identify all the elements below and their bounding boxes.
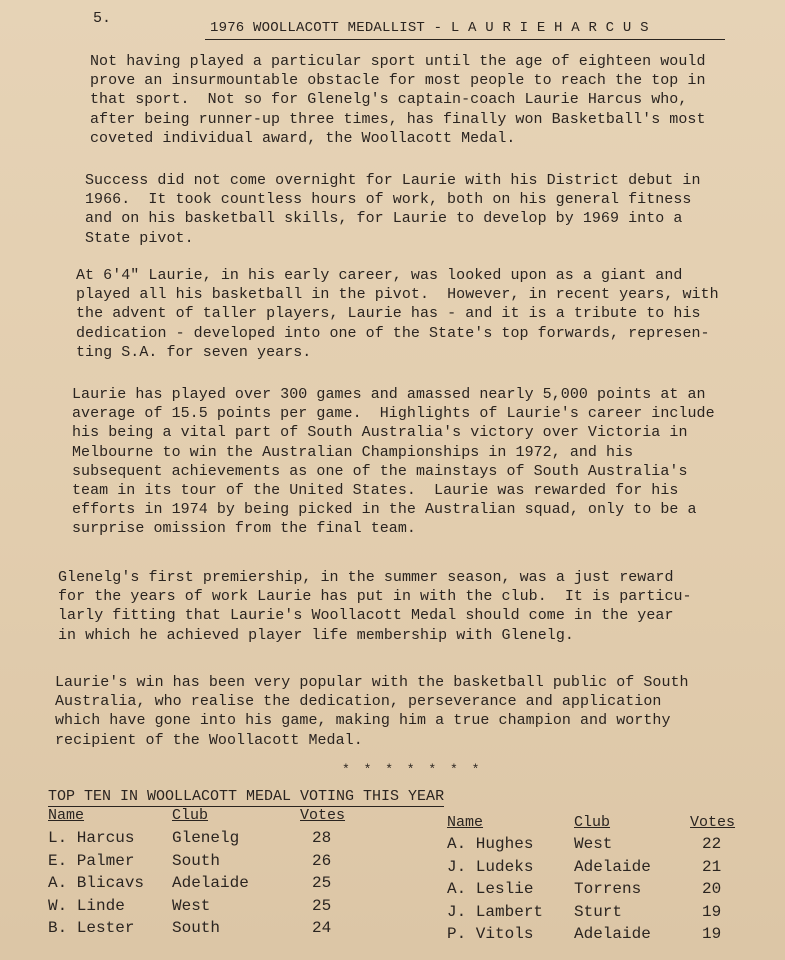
player-votes: 25 bbox=[312, 874, 332, 892]
player-votes: 19 bbox=[702, 902, 722, 921]
paragraph-line: Laurie's win has been very popular with the basketball public of South bbox=[55, 674, 689, 691]
player-name: A. Blicavs bbox=[48, 874, 145, 892]
article-paragraph bbox=[58, 568, 692, 645]
header-underline bbox=[205, 39, 725, 40]
player-name: J. Lambert bbox=[447, 902, 544, 921]
paragraph-line: prove an insurmountable obstacle for most people to reach the top in bbox=[90, 72, 706, 90]
player-club: Glenelg bbox=[172, 829, 240, 847]
paragraph-line: subsequent achievements as one of the mainstays of South Australia's bbox=[72, 462, 688, 480]
table-title: TOP TEN IN WOOLLACOTT MEDAL VOTING THIS YEAR bbox=[48, 788, 445, 805]
player-name: J. Ludeks bbox=[447, 857, 534, 876]
paragraph-line: Not having played a particular sport until the age of eighteen would bbox=[90, 53, 706, 70]
player-votes: 25 bbox=[312, 896, 332, 915]
player-name: E. Palmer bbox=[48, 851, 135, 870]
paragraph-line: Melbourne to win the Australian Championships in 1972, and his bbox=[72, 443, 634, 461]
header-club: Club bbox=[172, 807, 209, 824]
paragraph-line: Success did not come overnight for Laurie with his District debut in bbox=[85, 172, 701, 189]
header-votes: Votes bbox=[300, 807, 346, 824]
paragraph-line: State pivot. bbox=[85, 229, 194, 247]
paragraph-line: the advent of taller players, Laurie has - and it is a tribute to his bbox=[76, 305, 701, 323]
page-header: 1976 WOOLLACOTT MEDALLIST - L A U R I E H A R C U S bbox=[210, 20, 649, 36]
header-name: Name bbox=[447, 814, 484, 831]
paragraph-line: Australia, who realise the dedication, perseverance and application bbox=[55, 693, 662, 711]
player-club: South bbox=[172, 851, 221, 870]
player-votes: 22 bbox=[702, 835, 722, 853]
paragraph-line: and on his basketball skills, for Laurie to develop by 1969 into a bbox=[85, 210, 683, 228]
player-club: Adelaide bbox=[574, 857, 651, 876]
player-club: Torrens bbox=[574, 880, 642, 898]
player-votes: 26 bbox=[312, 851, 332, 870]
header-name: Name bbox=[48, 807, 85, 824]
player-votes: 21 bbox=[702, 857, 722, 876]
article-paragraph bbox=[72, 385, 715, 539]
paragraph-line: surprise omission from the final team. bbox=[72, 520, 416, 538]
article-paragraph bbox=[90, 52, 706, 148]
player-club: Adelaide bbox=[172, 874, 249, 892]
player-votes: 24 bbox=[312, 919, 332, 937]
paragraph-line: that sport. Not so for Glenelg's captain-coach Laurie Harcus who, bbox=[90, 91, 688, 109]
paragraph-line: efforts in 1974 by being picked in the Australian squad, only to be a bbox=[72, 501, 697, 519]
player-name: L. Harcus bbox=[48, 829, 135, 847]
player-votes: 20 bbox=[702, 880, 722, 898]
article-paragraph bbox=[55, 673, 689, 750]
paragraph-line: Laurie has played over 300 games and amassed nearly 5,000 points at an bbox=[72, 386, 706, 403]
paragraph-line: dedication - developed into one of the State's top forwards, represen- bbox=[76, 324, 710, 342]
paragraph-line: coveted individual award, the Woollacott Medal. bbox=[90, 129, 516, 147]
paragraph-line: Glenelg's first premiership, in the summer season, was a just reward bbox=[58, 569, 674, 586]
player-votes: 19 bbox=[702, 925, 722, 943]
paragraph-line: after being runner-up three times, has finally won Basketball's most bbox=[90, 110, 706, 128]
paragraph-line: 1966. It took countless hours of work, both on his general fitness bbox=[85, 191, 692, 209]
player-club: Adelaide bbox=[574, 925, 651, 943]
header-club: Club bbox=[574, 814, 611, 831]
article-paragraph bbox=[85, 171, 701, 248]
paragraph-line: team in its tour of the United States. Laurie was rewarded for his bbox=[72, 482, 679, 500]
paragraph-line: played all his basketball in the pivot. However, in recent years, with bbox=[76, 286, 719, 304]
player-name: P. Vitols bbox=[447, 925, 534, 943]
paragraph-line: in which he achieved player life membership with Glenelg. bbox=[58, 626, 574, 644]
paragraph-line: which have gone into his game, making him a true champion and worthy bbox=[55, 712, 671, 730]
paragraph-line: recipient of the Woollacott Medal. bbox=[55, 731, 363, 749]
player-name: W. Linde bbox=[48, 896, 125, 915]
player-votes: 28 bbox=[312, 829, 332, 847]
player-club: South bbox=[172, 919, 221, 937]
player-name: A. Leslie bbox=[447, 880, 534, 898]
player-name: A. Hughes bbox=[447, 835, 534, 853]
paragraph-line: average of 15.5 points per game. Highlights of Laurie's career include bbox=[72, 405, 715, 423]
article-paragraph bbox=[76, 266, 719, 362]
header-votes: Votes bbox=[690, 814, 736, 831]
player-club: West bbox=[574, 835, 613, 853]
paragraph-line: ting S.A. for seven years. bbox=[76, 343, 312, 361]
paragraph-line: larly fitting that Laurie's Woollacott Medal should come in the year bbox=[58, 607, 674, 625]
page-number: 5. bbox=[93, 10, 112, 27]
paragraph-line: At 6'4" Laurie, in his early career, was looked upon as a giant and bbox=[76, 267, 683, 284]
player-name: B. Lester bbox=[48, 919, 135, 937]
section-divider-stars: * * * * * * * bbox=[342, 762, 483, 777]
paragraph-line: his being a vital part of South Australia's victory over Victoria in bbox=[72, 424, 688, 442]
player-club: Sturt bbox=[574, 902, 623, 921]
paragraph-line: for the years of work Laurie has put in with the club. It is particu- bbox=[58, 588, 692, 606]
player-club: West bbox=[172, 896, 211, 915]
